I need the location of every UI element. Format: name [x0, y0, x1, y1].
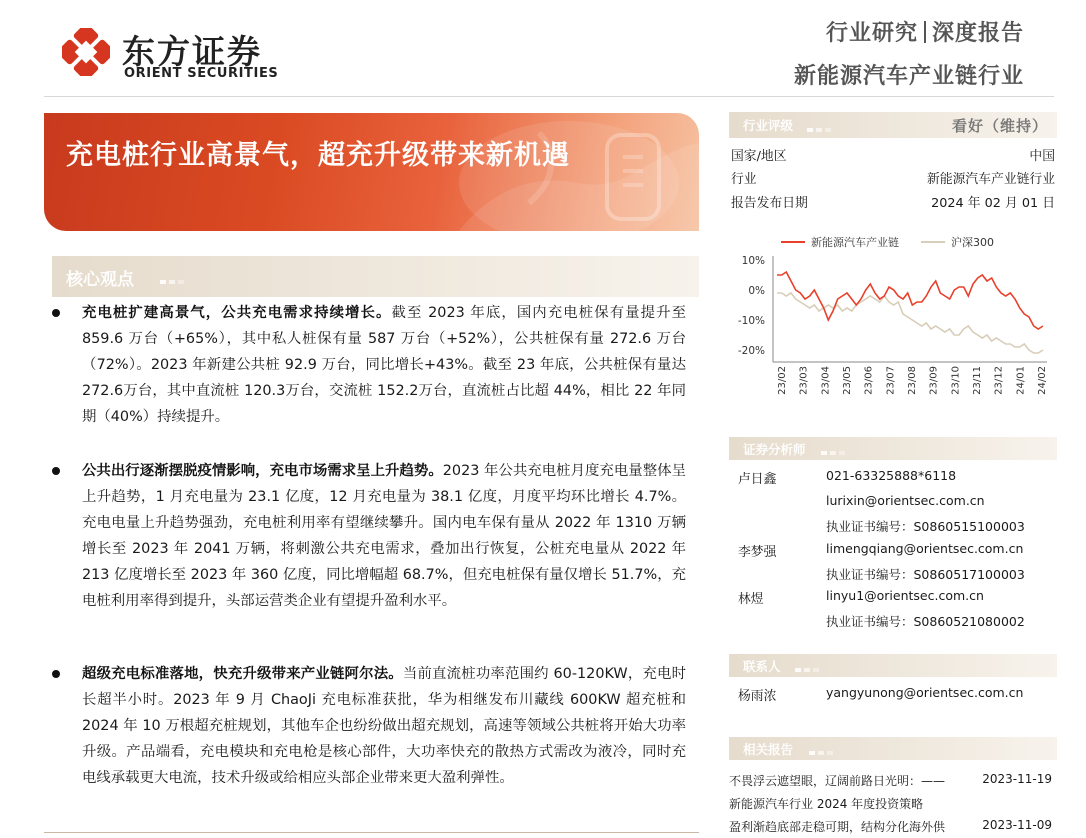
info-value: 新能源汽车产业链行业 — [927, 172, 1055, 187]
info-value: 中国 — [1029, 149, 1055, 164]
bullet-icon — [52, 309, 60, 317]
x-tick-label: 23/07 — [885, 366, 897, 395]
logo-english-name: ORIENT SECURITIES — [124, 66, 279, 81]
y-tick-label: 0% — [748, 285, 765, 297]
report-header — [794, 16, 1024, 90]
banner-charging-illustration — [339, 113, 699, 231]
brand-logo — [62, 18, 302, 86]
info-row-region — [731, 145, 1055, 168]
header-dots-icon — [160, 280, 184, 284]
x-tick-label: 23/09 — [928, 366, 940, 395]
report-depth: 深度报告 — [931, 21, 1024, 46]
info-key: 行业 — [731, 172, 757, 187]
info-row-publish-date — [731, 192, 1055, 215]
x-tick-label: 23/12 — [993, 366, 1005, 395]
core-views-header — [52, 256, 699, 297]
header-dots-icon — [795, 668, 819, 672]
series-line — [777, 293, 1043, 353]
x-tick-label: 24/01 — [1015, 366, 1027, 395]
core-view-body: 当前直流桩功率范围约 60-120KW，充电时长超半小时。2023 年 9 月 ChaoJi 充电标准获批，华为相继发布川藏线 600KW 超充桩和 2024 年 10 万根超充桩规划，其他车企也纷纷做出超充规划，高速等领域公共桩将开始大功率升级。产品端看，充电模块和充电枪是核心部件，大功率快充的散热方式需改为液冷，同时充电线承载更大电流，技术升级或给相应头部企业带来更大盈利弹性。 — [82, 666, 686, 786]
info-key: 报告发布日期 — [731, 196, 808, 211]
rating-value: 看好（维持） — [951, 117, 1048, 135]
analyst-name: 卢日鑫 — [738, 472, 777, 487]
core-view-item — [82, 458, 686, 614]
orient-logo-icon — [62, 28, 110, 76]
analyst-email[interactable]: linyu1@orientsec.com.cn — [826, 588, 984, 603]
contact-name: 杨雨浓 — [738, 689, 777, 704]
analyst-license: 执业证书编号：S0860521080002 — [826, 614, 1025, 629]
analyst-email[interactable]: lurixin@orientsec.com.cn — [826, 493, 985, 508]
related-report-title[interactable]: 盈利渐趋底部走稳可期，结构分化海外供 — [729, 820, 946, 834]
x-tick-label: 23/11 — [972, 366, 983, 395]
report-type — [794, 16, 1024, 47]
x-tick-label: 23/06 — [863, 366, 875, 395]
legend-label: 沪深300 — [951, 236, 994, 249]
related-report-date: 2023-11-19 — [982, 772, 1052, 786]
core-view-body: 截至 2023 年底，国内充电桩保有量提升至 859.6 万台（+65%），其中私人桩保有量 587 万台（+52%），公共桩保有量 272.6 万台（72%）。2023 年新建公共桩 92.9 万台，同比增长+43%。截至 23 年底，公共桩保有量达 272.6万台，其中直流桩 120.3万台，交流桩 152.2万台，直流桩占比超 44%，相比 22 年同期（40%）持续提升。 — [82, 305, 686, 425]
info-value: 2024 年 02 月 01 日 — [931, 196, 1055, 211]
bullet-icon — [52, 467, 60, 475]
analyst-license: 执业证书编号：S0860517100003 — [826, 567, 1025, 582]
header-dots-icon — [809, 751, 833, 755]
core-view-lead: 充电桩扩建高景气，公共充电需求持续增长。 — [82, 305, 392, 321]
x-tick-label: 24/02 — [1037, 366, 1048, 395]
x-tick-label: 23/02 — [777, 366, 788, 395]
x-tick-label: 23/04 — [820, 366, 832, 395]
y-tick-label: -10% — [737, 315, 765, 327]
x-tick-label: 23/05 — [842, 366, 853, 395]
analyst-name: 林煜 — [738, 592, 764, 607]
related-reports-header — [729, 737, 1057, 760]
info-key: 国家/地区 — [731, 149, 787, 164]
report-title: 充电桩行业高景气，超充升级带来新机遇 — [66, 140, 570, 171]
analyst-name: 李梦强 — [738, 545, 777, 560]
header-dots-icon — [807, 128, 831, 132]
core-views-title: 核心观点 — [66, 270, 134, 290]
contacts-header — [729, 654, 1057, 677]
logo-chinese-name: 东方证券 — [122, 32, 262, 71]
header-separator — [924, 21, 926, 43]
analyst-license: 执业证书编号：S0860515100003 — [826, 519, 1025, 534]
y-tick-label: -20% — [737, 345, 765, 357]
contacts-title: 联系人 — [743, 659, 781, 674]
x-tick-label: 23/08 — [907, 366, 918, 395]
core-view-body: 2023 年公共充电桩月度充电量整体呈上升趋势，1 月充电量为 23.1 亿度，12 月充电量为 38.1 亿度，月度平均环比增长 4.7%。充电电量上升趋势强劲，充电桩利用率有望继续攀升。国内电车保有量从 2022 年 1310 万辆增长至 2023 年 2041 万辆，将刺激公共充电需求，叠加出行恢复，公桩充电量从 2022 年 213 亿度增长至 2023 年 360 亿度，同比增幅超 68.7%，但充电桩保有量仅增长 51.7%，充电桩利用率得到提升，头部运营类企业有望提升盈利水平。 — [82, 463, 686, 609]
y-tick-label: 10% — [741, 255, 765, 267]
report-category: 行业研究 — [825, 21, 918, 46]
related-report-date: 2023-11-09 — [982, 818, 1052, 832]
title-banner — [44, 113, 699, 231]
x-tick-label: 23/03 — [798, 366, 810, 395]
related-report-title[interactable]: 新能源汽车行业 2024 年度投资策略 — [729, 797, 924, 811]
content-bottom-divider — [44, 832, 699, 833]
info-row-industry — [731, 168, 1055, 191]
bullet-icon — [52, 670, 60, 678]
core-view-lead: 公共出行逐渐摆脱疫情影响，充电市场需求呈上升趋势。 — [82, 463, 443, 479]
core-view-lead: 超级充电标准落地，快充升级带来产业链阿尔法。 — [82, 666, 403, 682]
analyst-email[interactable]: limengqiang@orientsec.com.cn — [826, 541, 1024, 556]
legend-label: 新能源汽车产业链 — [811, 236, 899, 249]
analysts-header — [729, 437, 1057, 460]
header-dots-icon — [821, 451, 845, 455]
industry-name: 新能源汽车产业链行业 — [793, 64, 1024, 89]
analysts-title: 证券分析师 — [743, 442, 806, 457]
related-report-title[interactable]: 不畏浮云遮望眼，辽阔前路日光明：—— — [729, 774, 946, 788]
relative-performance-chart — [729, 228, 1059, 418]
contact-email[interactable]: yangyunong@orientsec.com.cn — [826, 685, 1024, 700]
core-view-item — [82, 661, 686, 791]
related-reports-title: 相关报告 — [743, 742, 794, 757]
header-divider — [44, 96, 1054, 97]
series-line — [777, 272, 1043, 329]
core-view-item — [82, 300, 686, 430]
rating-label: 行业评级 — [743, 118, 794, 133]
x-tick-label: 23/10 — [950, 366, 962, 395]
analyst-phone: 021-63325888*6118 — [826, 468, 957, 483]
